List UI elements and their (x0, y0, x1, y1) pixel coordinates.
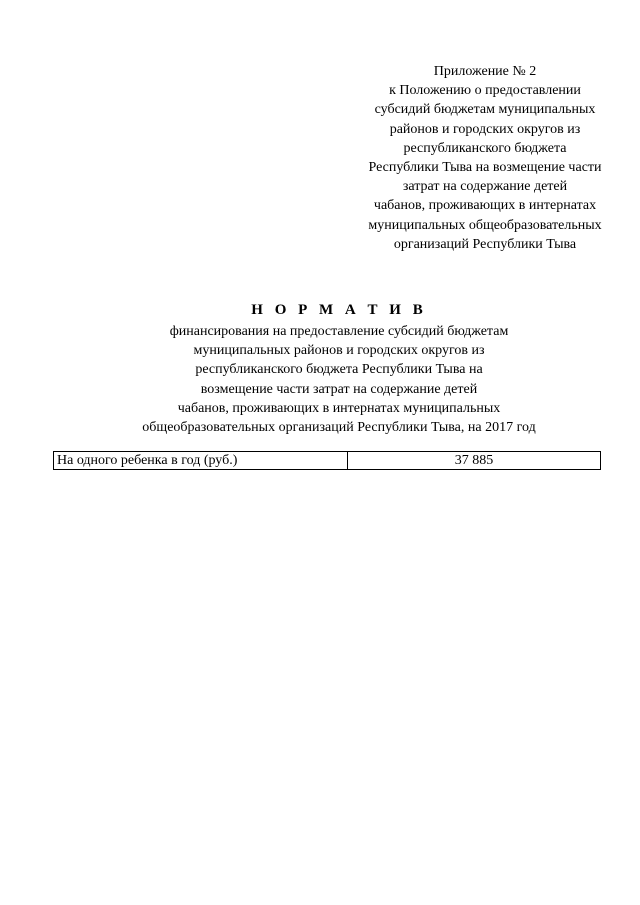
appendix-line: к Положению о предоставлении (389, 83, 581, 99)
appendix-line: Приложение № 2 (433, 64, 537, 79)
appendix-line: затрат на содержание детей (402, 179, 568, 195)
norm-label-cell: На одного ребенка в год (руб.) (54, 452, 348, 470)
appendix-line: организаций Республики Тыва (393, 236, 577, 252)
subtitle-line: общеобразовательных организаций Республики Тыва, на 2017 год (142, 420, 536, 436)
appendix-line: чабанов, проживающих в интернатах (373, 198, 597, 214)
subtitle-line: финансирования на предоставление субсидий бюджетам (169, 324, 509, 339)
table-row (54, 452, 601, 470)
appendix-line: районов и городских округов из (389, 121, 581, 137)
subtitle-line: республиканского бюджета Республики Тыва на (195, 362, 483, 378)
document-subtitle (0, 322, 640, 437)
document-title: Н О Р М А Т И В (251, 302, 427, 318)
appendix-line: Республики Тыва на возмещение части (368, 160, 602, 176)
norm-table (53, 451, 601, 470)
subtitle-line: возмещение части затрат на содержание детей (200, 381, 478, 397)
appendix-line: муниципальных общеобразовательных (368, 217, 602, 233)
subtitle-line: муниципальных районов и городских округов из (193, 343, 485, 359)
subtitle-line: чабанов, проживающих в интернатах муниципальных (177, 400, 501, 416)
appendix-line: республиканского бюджета (403, 140, 567, 156)
appendix-line: субсидий бюджетам муниципальных (374, 102, 596, 118)
appendix-header (350, 62, 620, 254)
norm-value-cell: 37 885 (348, 452, 601, 470)
